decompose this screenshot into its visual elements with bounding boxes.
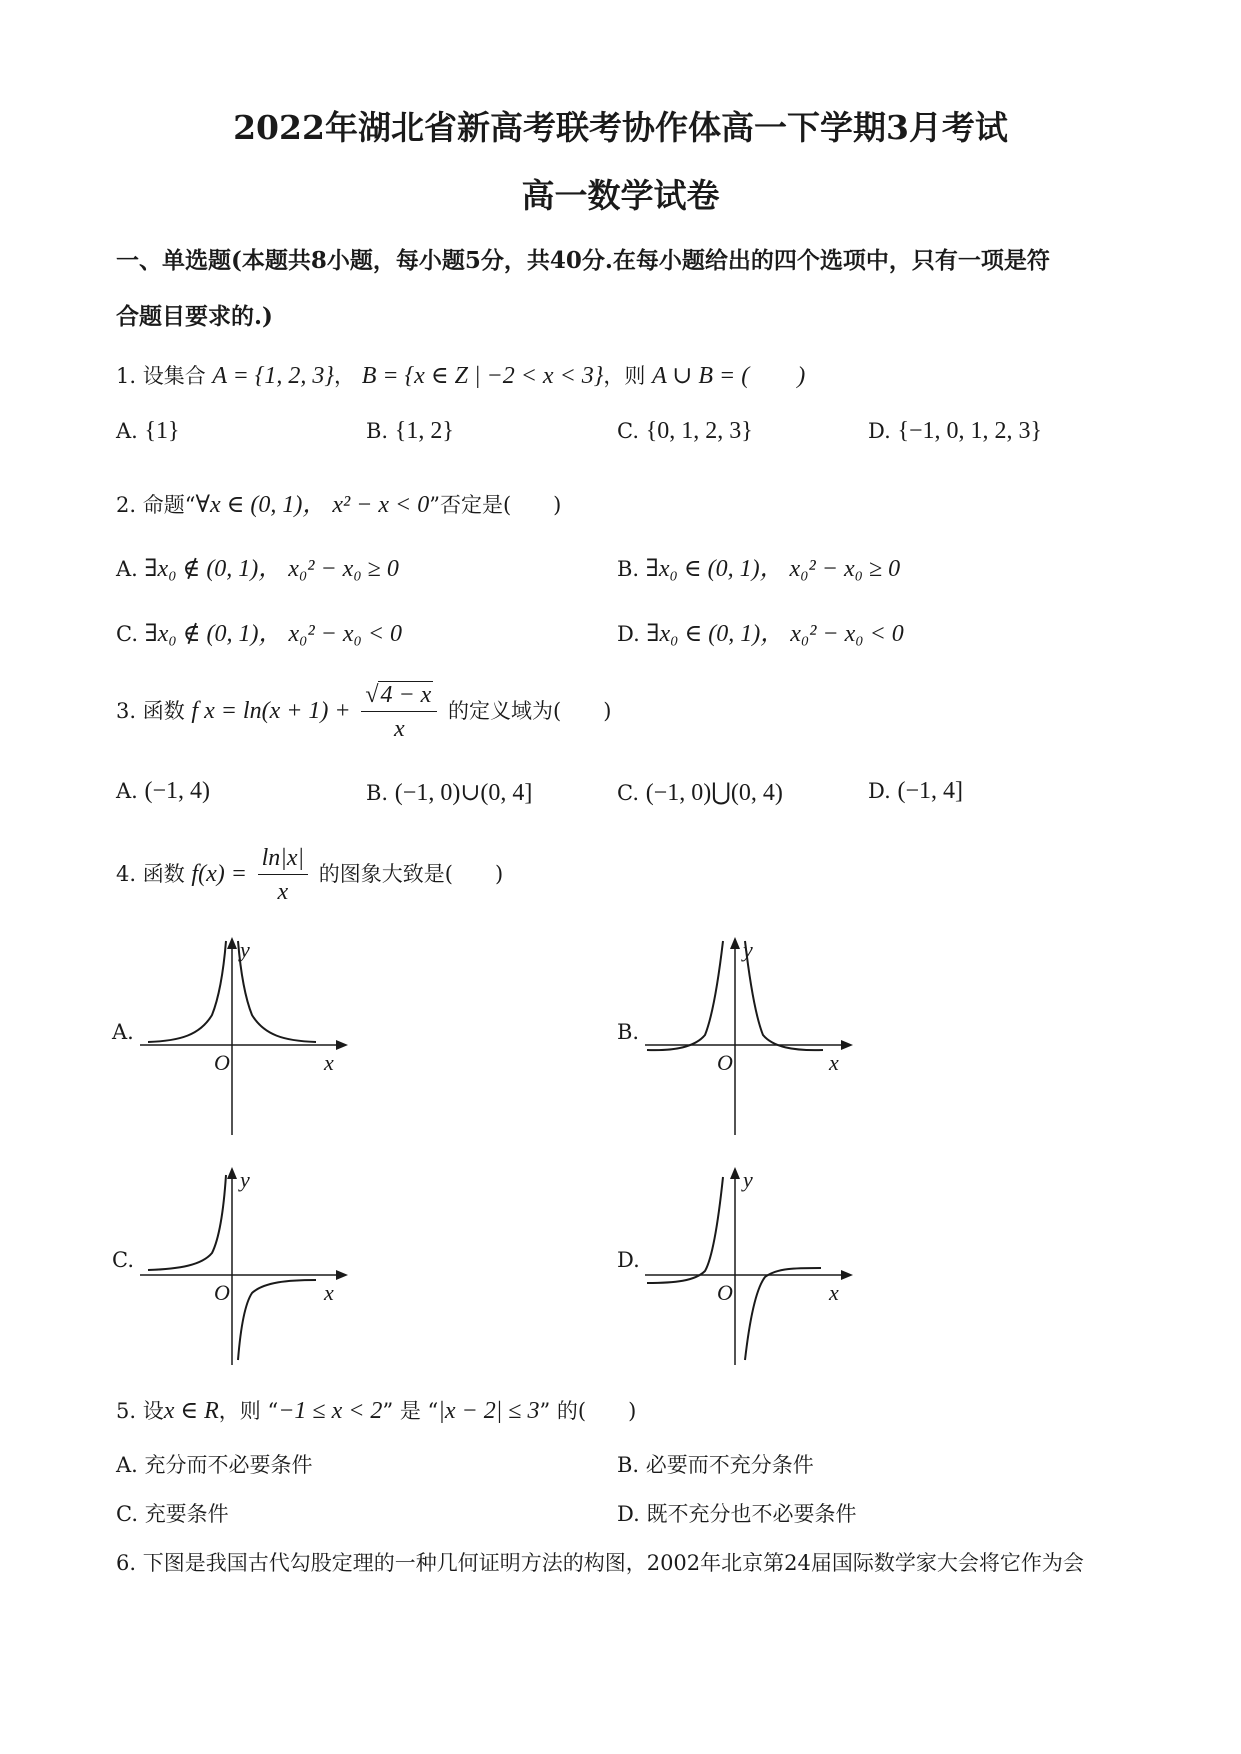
origin-label: O — [214, 1280, 230, 1305]
q4-fraction-denominator: x — [277, 879, 289, 905]
q5-option-a-label: A. — [116, 1453, 138, 1477]
q4-graph-c-label[interactable]: C. — [112, 1248, 134, 1272]
q3-option-b-value: (−1, 0)∪(0, 4] — [394, 780, 533, 806]
exam-title: 2022年湖北省新高考联考协作体高一下学期3月考试 — [233, 108, 1008, 147]
q1-set-b: B = {x ∈ Z | −2 < x < 3} — [361, 363, 604, 389]
q3-fraction-denominator: x — [394, 716, 405, 742]
q4-graph-d — [645, 1165, 855, 1365]
y-axis-label: y — [743, 1167, 753, 1192]
q5-inequality-1: −1 ≤ x < 2 — [278, 1398, 383, 1424]
q5-option-a-value: 充分而不必要条件 — [144, 1453, 313, 1477]
q5-condition: x ∈ R — [163, 1398, 219, 1424]
x-axis-label: x — [324, 1050, 334, 1075]
q4-graph-b-label[interactable]: B. — [617, 1020, 640, 1044]
q3-option-b[interactable] — [366, 778, 532, 807]
q3-option-d-label: D. — [868, 779, 891, 803]
q4-graph-d-label[interactable]: D. — [617, 1248, 640, 1272]
q5-option-c[interactable] — [116, 1498, 229, 1528]
q1-option-a-label: A. — [116, 419, 138, 443]
q5-option-b[interactable] — [617, 1449, 814, 1479]
q5-option-d[interactable] — [617, 1498, 856, 1528]
q1-expression: A ∪ B = ( ) — [652, 363, 806, 389]
q5-option-d-label: D. — [617, 1502, 640, 1526]
curve-left — [647, 941, 723, 1050]
curve-right — [238, 1280, 316, 1360]
q5-tail: ” 的( ) — [539, 1399, 637, 1423]
q5-option-b-value: 必要而不充分条件 — [645, 1453, 814, 1477]
q3-option-a-label: A. — [116, 779, 138, 803]
q2-option-a-value: ∃x₀ ∉ (0, 1)， x₀² − x₀ ≥ 0 — [144, 556, 399, 582]
q5-inequality-2: |x − 2| ≤ 3 — [438, 1398, 540, 1424]
origin-label: O — [717, 1280, 733, 1305]
q4-lhs: f(x) = — [191, 861, 247, 887]
x-axis-arrow-icon — [841, 1270, 853, 1280]
q2-number: 2. 命题“ — [116, 493, 196, 517]
question-6: 6. 下图是我国古代勾股定理的一种几何证明方法的构图，2002年北京第24届国际数学家大会将它作为会 — [116, 1551, 1084, 1575]
q2-expression: ∀x ∈ (0, 1)， x² − x < 0 — [195, 492, 430, 518]
q2-option-a[interactable] — [116, 548, 399, 583]
curve-left — [148, 941, 226, 1042]
q3-option-a-value: (−1, 4) — [144, 778, 211, 804]
q1-option-d-value: {−1, 0, 1, 2, 3} — [897, 418, 1043, 444]
curve-left — [647, 1177, 723, 1283]
q1-option-b-value: {1, 2} — [394, 418, 454, 444]
q3-fraction-numerator: 4 − x — [380, 682, 432, 708]
question-5 — [116, 1395, 636, 1425]
x-axis-arrow-icon — [841, 1040, 853, 1050]
q5-mid1: ，则 “ — [218, 1399, 279, 1423]
q1-option-b-label: B. — [366, 419, 389, 443]
q4-fraction-numerator: ln|x| — [258, 845, 309, 875]
q5-option-b-label: B. — [617, 1453, 640, 1477]
q3-tail: 的定义域为( ) — [448, 699, 612, 723]
q1-set-a: A = {1, 2, 3} — [212, 363, 335, 389]
q2-option-b-label: B. — [617, 557, 640, 581]
q1-option-c-label: C. — [617, 419, 639, 443]
q4-fraction — [258, 845, 309, 906]
q2-option-c-value: ∃x₀ ∉ (0, 1)， x₀² − x₀ < 0 — [144, 621, 403, 647]
exam-subtitle: 高一数学试卷 — [521, 176, 720, 215]
q5-option-a[interactable] — [116, 1449, 313, 1479]
q1-option-d-label: D. — [868, 419, 891, 443]
q3-option-d-value: (−1, 4] — [897, 778, 963, 804]
q3-lhs: f x = ln(x + 1) + — [191, 698, 351, 724]
curve-right — [745, 941, 823, 1050]
q3-option-c-value: (−1, 0)⋃(0, 4) — [645, 780, 783, 806]
q4-tail: 的图象大致是( ) — [318, 862, 504, 886]
q1-option-a[interactable] — [116, 418, 180, 445]
q5-number: 5. 设 — [116, 1399, 164, 1423]
q3-number: 3. 函数 — [116, 699, 185, 723]
y-axis-arrow-icon — [730, 937, 740, 949]
y-axis-arrow-icon — [730, 1167, 740, 1179]
q1-option-c-value: {0, 1, 2, 3} — [645, 418, 753, 444]
q3-option-b-label: B. — [366, 781, 389, 805]
q3-fraction: $\frac{√4 - x}{x}$ — [361, 682, 437, 743]
x-axis-label: x — [829, 1050, 839, 1075]
q4-graph-a-label[interactable]: A. — [112, 1020, 134, 1044]
origin-label: O — [717, 1050, 733, 1075]
q4-graph-b — [645, 935, 855, 1135]
y-axis-arrow-icon — [227, 937, 237, 949]
section-heading-line2: 合题目要求的.) — [116, 303, 273, 330]
x-axis-label: x — [324, 1280, 334, 1305]
question-1 — [116, 355, 805, 390]
origin-label: O — [214, 1050, 230, 1075]
q2-option-c[interactable] — [116, 613, 402, 648]
q5-option-c-label: C. — [116, 1502, 138, 1526]
q5-option-c-value: 充要条件 — [144, 1502, 229, 1526]
y-axis-label: y — [240, 1167, 250, 1192]
x-axis-arrow-icon — [336, 1040, 348, 1050]
x-axis-label: x — [829, 1280, 839, 1305]
curve-left — [148, 1175, 226, 1270]
q1-tail: ，则 — [603, 364, 646, 388]
q3-option-c-label: C. — [617, 781, 639, 805]
q2-option-a-label: A. — [116, 557, 138, 581]
q5-option-d-value: 既不充分也不必要条件 — [646, 1502, 857, 1526]
section-heading-line1: 一、单选题(本题共8小题，每小题5分，共40分.在每小题给出的四个选项中，只有一项是符 — [116, 247, 1050, 274]
q1-option-a-value: {1} — [144, 418, 180, 444]
q5-mid2: ” 是 “ — [382, 1399, 439, 1423]
q2-option-c-label: C. — [116, 622, 138, 646]
q3-option-d[interactable] — [868, 778, 963, 805]
q1-option-b[interactable] — [366, 418, 454, 445]
x-axis-arrow-icon — [336, 1270, 348, 1280]
q3-option-c[interactable] — [617, 778, 783, 807]
question-2 — [116, 484, 561, 519]
q2-option-d-value: ∃x₀ ∈ (0, 1)， x₀² − x₀ < 0 — [646, 621, 904, 647]
q3-option-a[interactable] — [116, 778, 210, 805]
q2-option-b[interactable] — [617, 548, 900, 583]
q1-option-c[interactable] — [617, 418, 753, 445]
q2-option-b-value: ∃x₀ ∈ (0, 1)， x₀² − x₀ ≥ 0 — [645, 556, 901, 582]
question-3 — [116, 682, 611, 743]
y-axis-arrow-icon — [227, 1167, 237, 1179]
curve-right — [745, 1268, 821, 1360]
q1-separator: ， — [334, 364, 356, 388]
q2-tail: ”否定是( ) — [429, 493, 562, 517]
q2-option-d-label: D. — [617, 622, 640, 646]
y-axis-label: y — [240, 937, 250, 962]
q4-graph-a — [140, 935, 350, 1135]
q4-number: 4. 函数 — [116, 862, 185, 886]
y-axis-label: y — [743, 937, 753, 962]
q1-option-d[interactable] — [868, 418, 1042, 445]
q2-option-d[interactable] — [617, 613, 904, 648]
q1-number: 1. 设集合 — [116, 364, 206, 388]
question-4 — [116, 845, 503, 906]
q4-graph-c — [140, 1165, 350, 1365]
